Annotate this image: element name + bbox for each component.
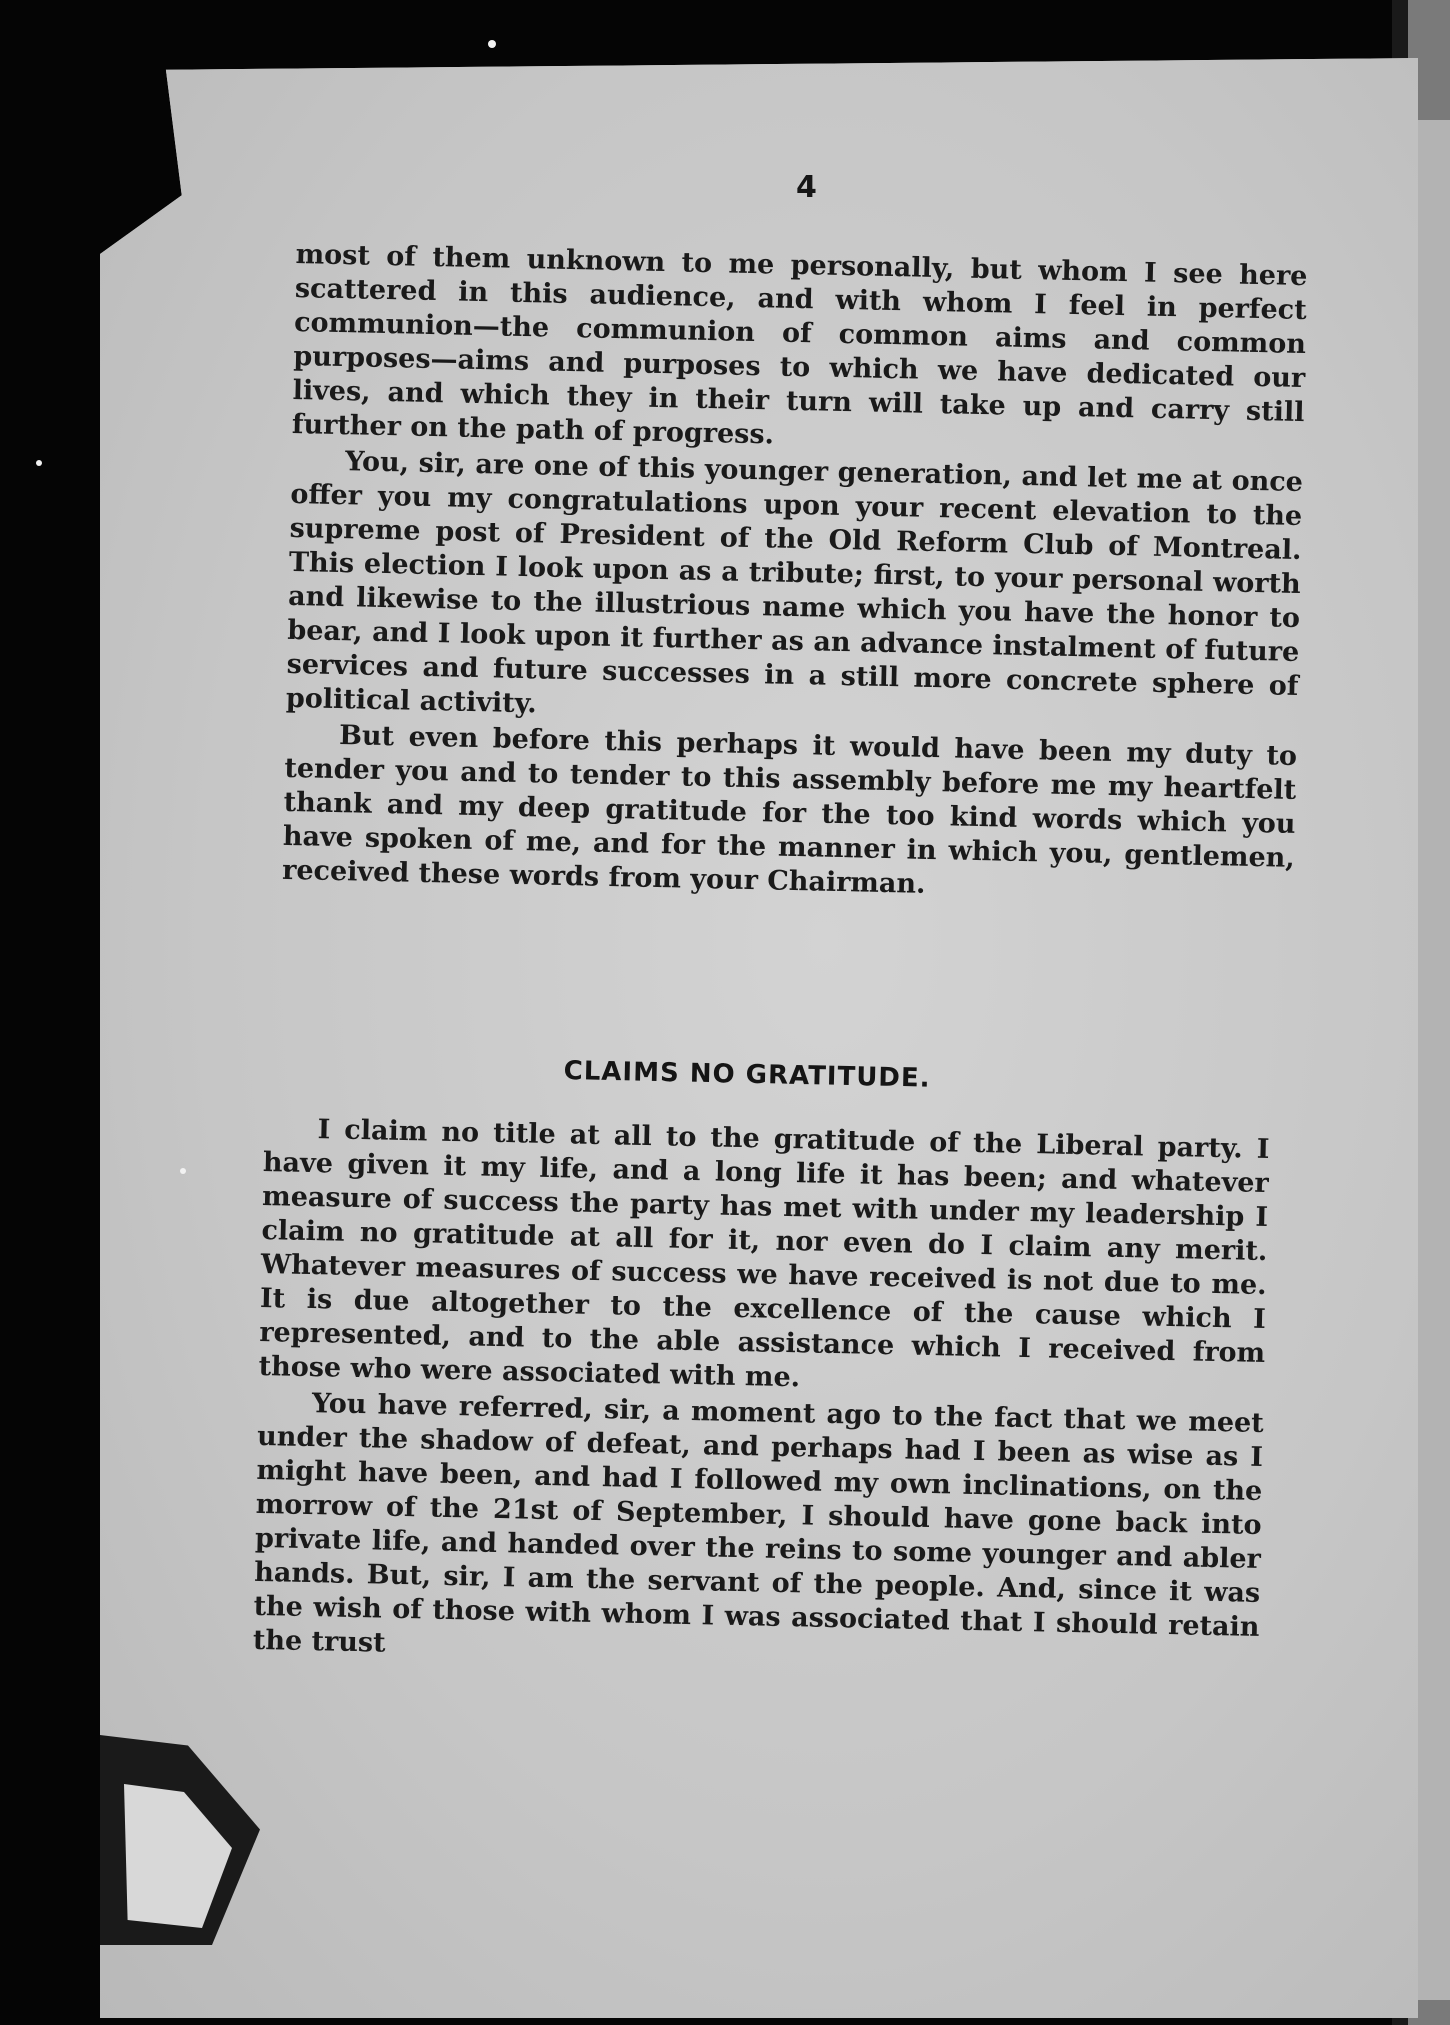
page-number: 4 bbox=[796, 170, 817, 205]
text-section-two bbox=[253, 1112, 1270, 1679]
section-heading: CLAIMS NO GRATITUDE. bbox=[563, 1056, 931, 1094]
paragraph-gratitude: But even before this perhaps it would have been my duty to tender you and to tender to this assembly before me my heartfelt thank and my deep gratitude for the too kind words which you have spoken of me, and for the manner in which you, gentlemen, received these words from your Chairman. bbox=[281, 720, 1298, 900]
paragraph-no-title: I claim no title at all to the gratitude of the Liberal party. I have given it my life, and a long life it has been; and whatever measure of success the party has met with under my leadership I claim no gratitude at all for it, nor even do I claim any merit. Whatever measures of success we have received is not due to me. It is due altogether to the excellence of the cause which I represented, and to the able assistance which I received from those who were associated with me. bbox=[258, 1114, 1270, 1394]
scan-speck bbox=[488, 40, 496, 48]
paragraph-congratulations: You, sir, are one of this younger generation, and let me at once offer you my congratulations upon your recent elevation to the supreme post of President of the Old Reform Club of Montreal. This election I look upon as a tribute; first, to your personal worth and likewise to the illustrious name which you have the honor to bear, and I look upon it further as an advance instalment of future services and future successes in a still more concrete sphere of political activity. bbox=[285, 446, 1304, 720]
scan-speck bbox=[180, 1168, 186, 1174]
paragraph-shadow-of-defeat: You have referred, sir, a moment ago to the fact that we meet under the shadow of defeat, and perhaps had I been as wise as I might have been, and had I followed my own inclinations, on the morrow of the 21st of September, I should have gone back into private life, and handed over the reins to some younger and abler hands. But, sir, I am the servant of the people. And, since it was the wish of those with whom I was associated that I should retain the trust bbox=[252, 1388, 1265, 1659]
text-section-one bbox=[282, 238, 1308, 910]
scan-speck bbox=[36, 460, 42, 466]
paragraph-continuation: most of them unknown to me personally, but whom I see here scattered in this audience, and with whom I feel in perfect communion—the communion of common aims and common purposes—aims and purposes to which we have dedicated our lives, and which they in their turn will take up and carry still further on the path of progress. bbox=[291, 238, 1308, 451]
